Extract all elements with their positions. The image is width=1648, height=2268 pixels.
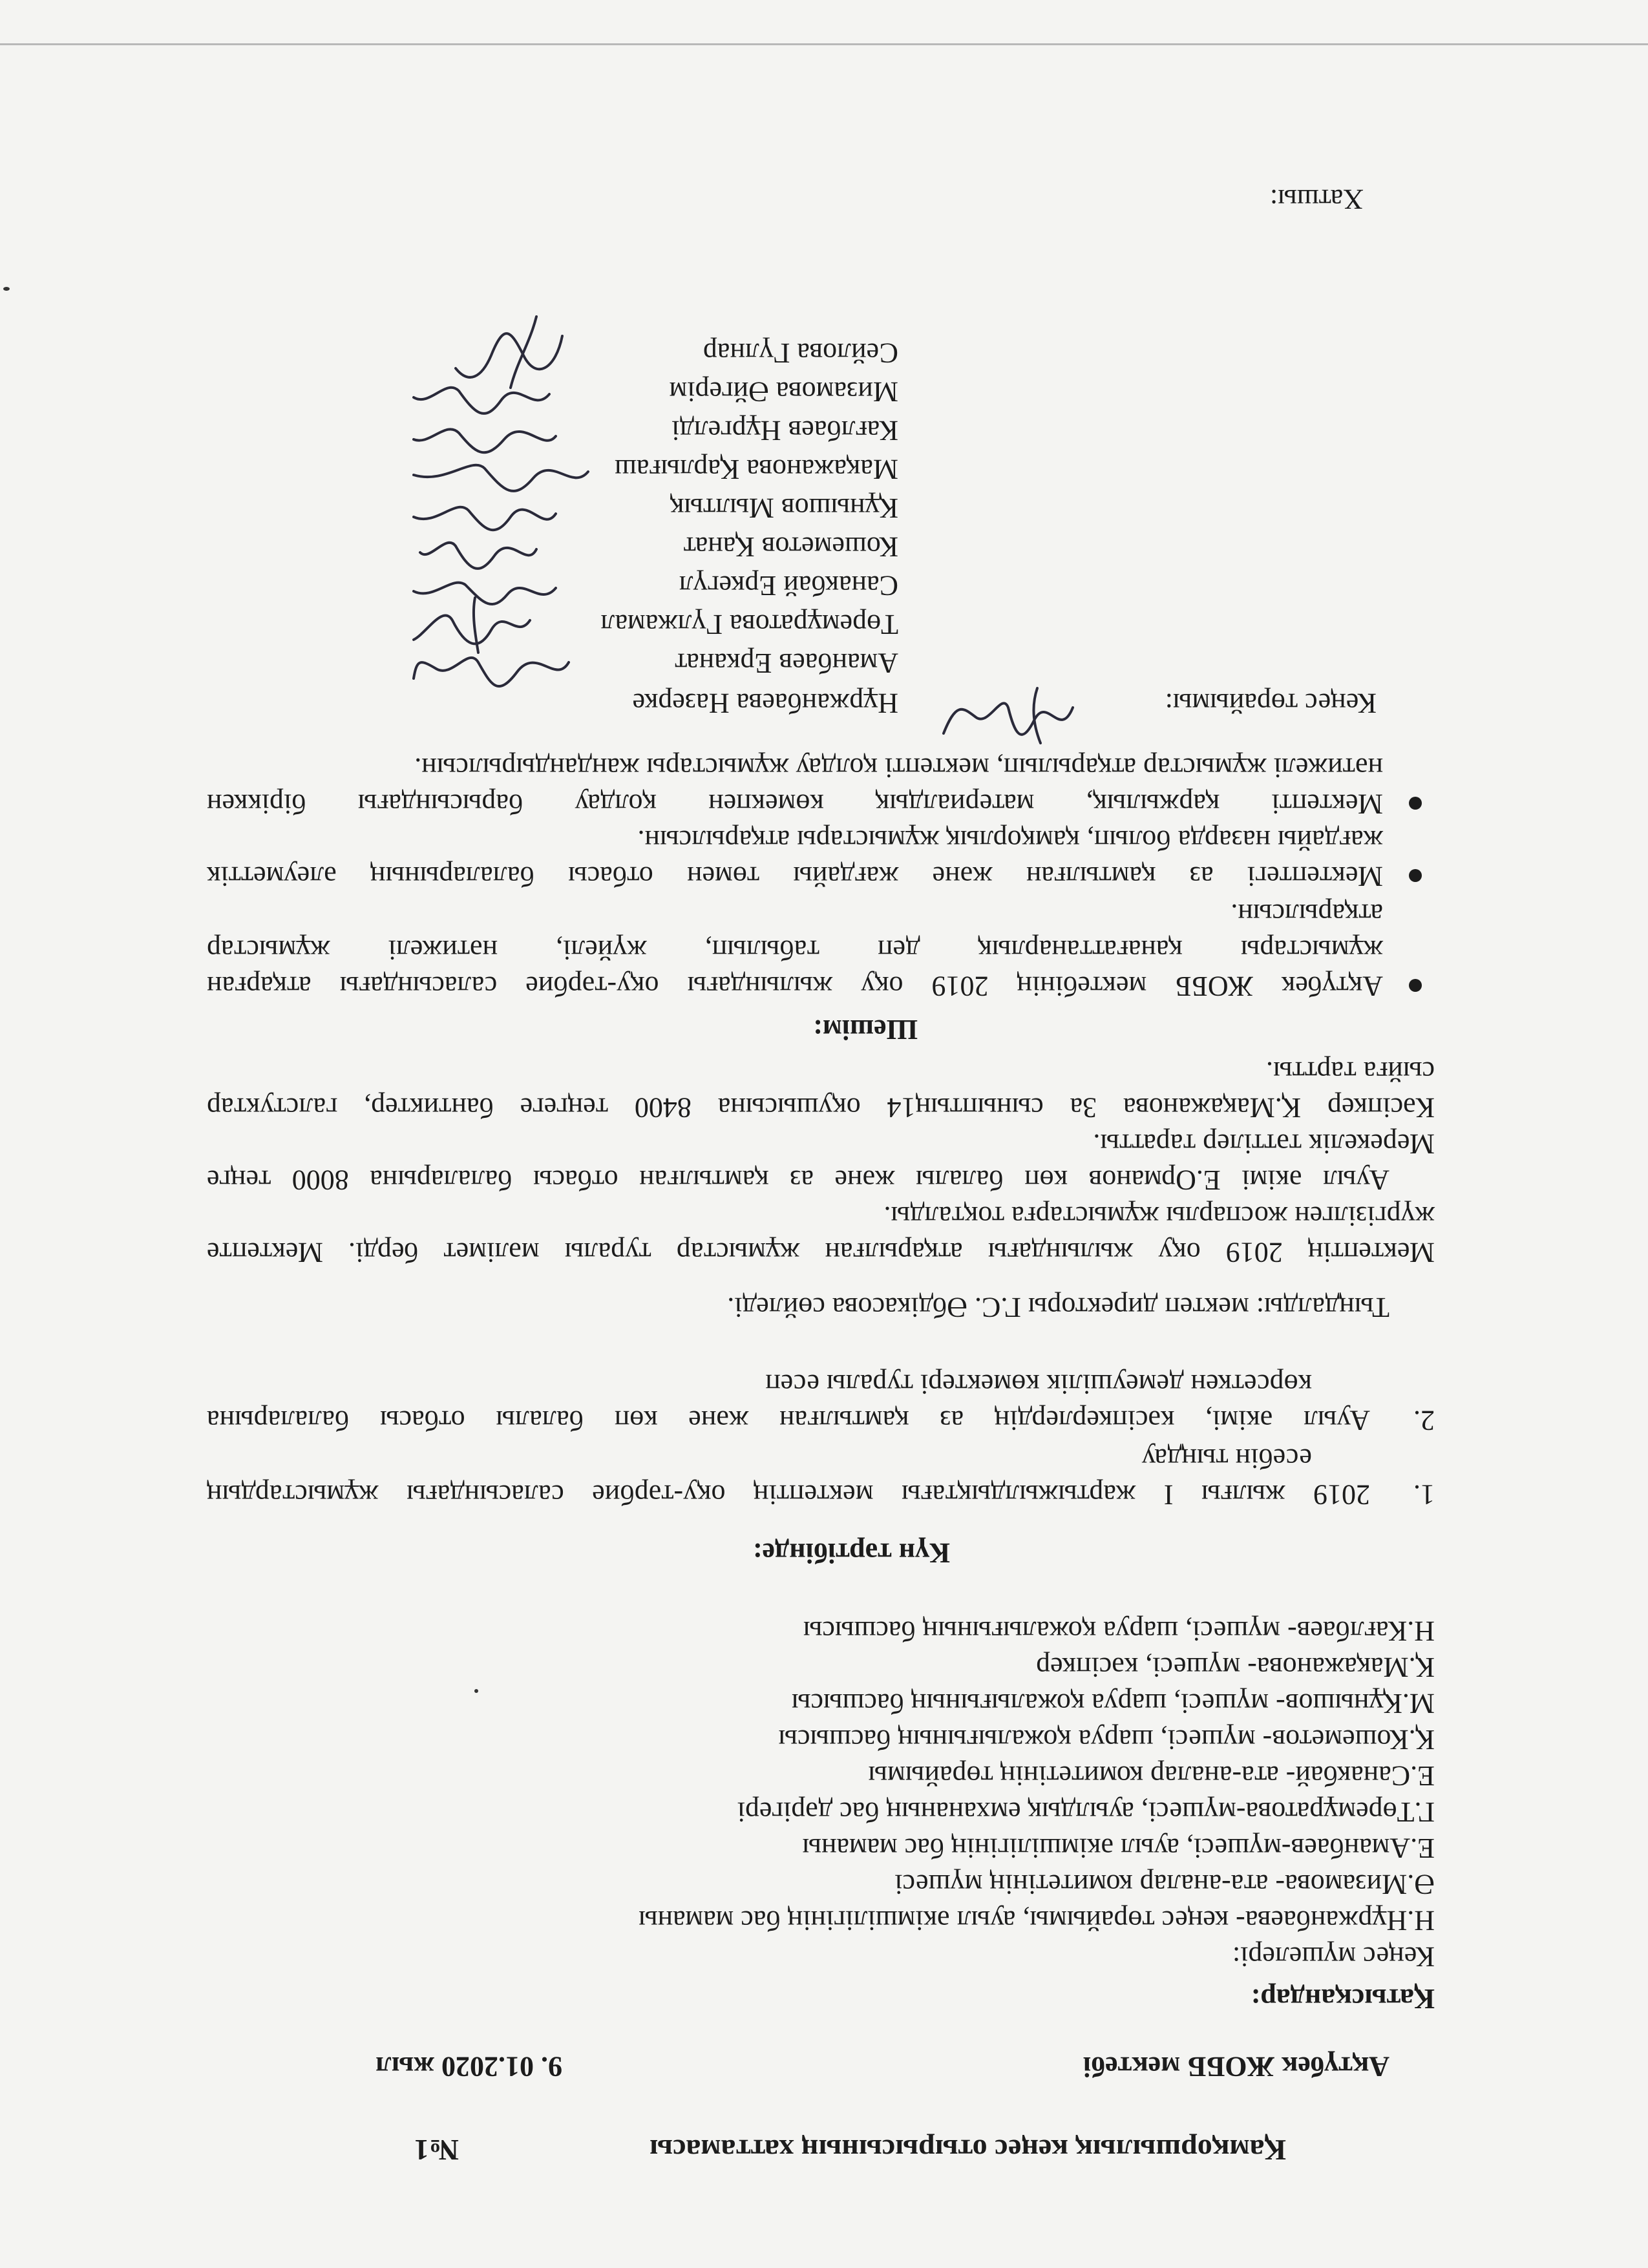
- member-line: Н.Кағлбаев- мүшесі, шаруа қожалығының басшысы: [803, 1615, 1435, 1647]
- bullet-icon: [1409, 869, 1422, 882]
- member-line: Г.Төремұратова-мүшесі, ауылдық емхананың бас дәрігері: [737, 1796, 1435, 1828]
- signatory-name: Сейлова Гүлнар: [703, 337, 898, 369]
- heard-line: сыйға тартты.: [1266, 1056, 1435, 1087]
- agenda-item-line: Ауыл әкімі, кәсіпкерлердің аз қамтылған және көп балалы отбасы балаларына: [207, 1405, 1370, 1436]
- agenda-item-line: көрсеткен демеушілік көмектері туралы есеп: [765, 1369, 1312, 1400]
- decision-line: жұмыстары қанағаттанарлық деп табылып, жүйелі, нәтижелі жұмыстар: [207, 934, 1383, 966]
- member-line: Е.Аманбаев-мүшесі, ауыл әкімшілігінің бас маманы: [802, 1832, 1435, 1864]
- present-heading: Қатысқандар:: [1251, 1983, 1435, 2015]
- heard-line: Кәсіпкер Қ.Мақажанова 3а сыныптың14 оқушысына 8400 теңгеге бантиктер, галстуктар: [207, 1092, 1435, 1124]
- scan-edge: [0, 43, 1648, 45]
- agenda-heading: Күн тәртібінде:: [752, 1537, 950, 1569]
- document-title: Қамқоршылық кеңес отырысының хаттамасы: [650, 2134, 1286, 2167]
- chair-label: Кеңес төрайымы:: [1165, 688, 1377, 719]
- chair-signature: [937, 682, 1079, 753]
- decision-heading: Шешім:: [813, 1014, 918, 1045]
- meeting-date: 9. 01.2020 жыл: [375, 2051, 562, 2083]
- members-heading: Кеңес мүшелері:: [1232, 1941, 1435, 1973]
- agenda-item-line: есебін тыңдау: [1141, 1443, 1312, 1475]
- heard-line: Мектептің 2019 оқу жылындағы атқарылған жұмыстар туралы мәлімет берді. Мектепте: [207, 1237, 1435, 1268]
- document-number: №1: [414, 2134, 459, 2167]
- decision-line: Мектептегі аз қамтылған және жағдайы төмен отбасы балаларының әлеуметтік: [207, 861, 1383, 892]
- decision-line: Ақтүбек ЖОББ мектебінің 2019 оқу жылындағы оқу-тәрбие саласындағы атқарған: [207, 971, 1383, 1002]
- signatory-name: Кағлбаев Нұргелді: [671, 415, 898, 446]
- agenda-item-line: 2019 жылғы І жартыжылдықтағы мектептің оқу-тәрбие саласындағы жұмыстардың: [207, 1479, 1370, 1511]
- decision-line: жағдайы назарда болып, қамқорлық жұмыстары атқарылсын.: [637, 824, 1383, 856]
- scan-speck: [3, 287, 10, 291]
- decision-line: нәтижелі жұмыстар атқарылып, мектепті қолдау жұмыстары жандандырылсын.: [414, 752, 1383, 784]
- member-line: М.Құнышов- мүшесі, шаруа қожалығының басшысы: [791, 1688, 1435, 1719]
- member-line: Қ.Мақажанова- мүшесі, кәсіпкер: [1036, 1652, 1435, 1683]
- member-line: Қ.Кошеметов- мүшесі, шаруа қожалығының басшысы: [778, 1724, 1435, 1756]
- heard-line: Мерекелік тәттілер таратты.: [1093, 1128, 1435, 1160]
- secretary-label: Хатшы:: [1269, 184, 1364, 215]
- agenda-item-number: 1.: [1413, 1479, 1435, 1511]
- signatory-name: Төремұратова Гүлжамал: [600, 609, 898, 640]
- signatory-name: Аманбаев Ерканат: [675, 647, 898, 679]
- bullet-icon: [1409, 797, 1422, 810]
- decision-line: атқарылсын.: [1231, 898, 1383, 930]
- member-line: Н.Нұржанбаева- кеңес төрайымы, ауыл әкімшілігінің бас маманы: [639, 1905, 1435, 1937]
- heard-line: Ауыл әкімі Е.Орманов көп балалы және аз қамтылған отбасы балаларына 8000 теңге: [207, 1164, 1389, 1196]
- scan-speck: [474, 1689, 478, 1693]
- signatory-name: Құнышов Мылтық: [670, 492, 898, 524]
- signatory-name: Мақажанова Қарлығаш: [614, 454, 898, 485]
- decision-line: Мектепті қаржылық, материалдық көмекпен қолдау барысындағы біріккен: [207, 788, 1383, 820]
- member-line: Ә.Мизамова- ата-аналар комитетінің мүшесі: [894, 1869, 1435, 1900]
- agenda-item-number: 2.: [1413, 1405, 1435, 1436]
- signatory-name: Кошеметов Қанат: [683, 531, 898, 563]
- signatory-name: Мизамова Әйгерім: [669, 376, 898, 408]
- signature-9: [446, 310, 575, 394]
- member-line: Е.Санакбай- ата-аналар комитетінің төрайымы: [868, 1760, 1435, 1792]
- school-name: Ақтүбек ЖОББ мектебі: [1083, 2051, 1389, 2083]
- signatory-name: Санакбай Еркегүл: [679, 570, 898, 602]
- heard-line: Тыңдалды: мектеп директоры Г.С. Әбдікасова сөйледі.: [727, 1292, 1389, 1323]
- bullet-icon: [1409, 979, 1422, 992]
- heard-line: жүргізілген жоспарлы жұмыстарға тоқталды.: [883, 1201, 1435, 1232]
- chair-name: Нұржанбаева Назерке: [632, 688, 898, 719]
